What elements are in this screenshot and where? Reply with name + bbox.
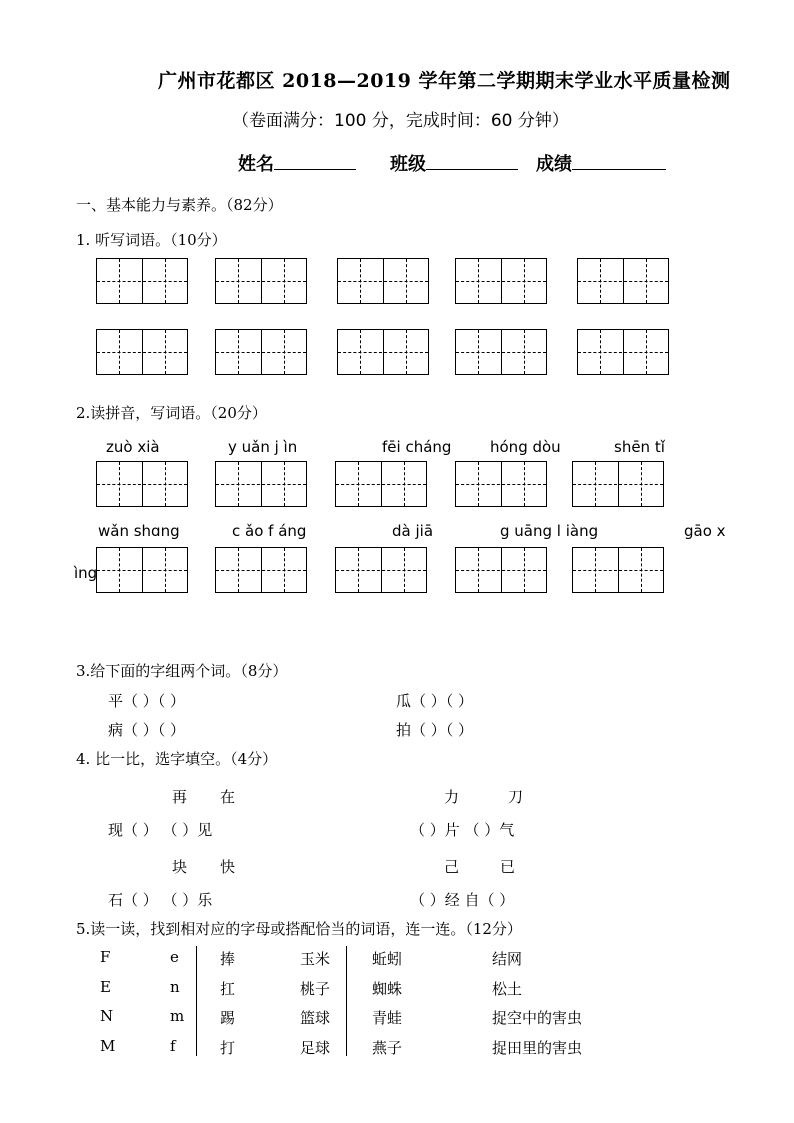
match-item[interactable]: 踢 xyxy=(220,1009,236,1027)
grid-guide-line xyxy=(216,281,306,282)
class-blank[interactable] xyxy=(426,151,518,170)
match-item[interactable]: 玉米 xyxy=(300,950,331,968)
section1-heading: 一、基本能力与素养。（82分） xyxy=(76,196,283,214)
char-option: 再 xyxy=(172,788,188,806)
grid-guide-line xyxy=(578,281,668,282)
grid-guide-line xyxy=(573,484,663,485)
grid-guide-line xyxy=(336,570,426,571)
fill-line[interactable]: （ ）片 （ ）气 xyxy=(410,821,515,839)
grid-guide-line xyxy=(456,352,546,353)
grid-guide-line xyxy=(578,352,668,353)
grid-guide-line xyxy=(97,281,187,282)
match-item[interactable]: 篮球 xyxy=(300,1009,331,1027)
match-item[interactable]: 捉田里的害虫 xyxy=(492,1039,583,1057)
grid-guide-line xyxy=(216,352,306,353)
match-item[interactable]: f xyxy=(170,1037,176,1055)
word-box[interactable] xyxy=(577,329,669,375)
word-box[interactable] xyxy=(96,258,188,304)
pinyin: wǎn shɑng xyxy=(98,522,180,540)
match-item[interactable]: 打 xyxy=(220,1039,236,1057)
word-box[interactable] xyxy=(455,329,547,375)
pinyin: g uāng l iàng xyxy=(500,522,599,540)
match-item[interactable]: 燕子 xyxy=(372,1039,403,1057)
word-group-item[interactable]: 拍（ ）（ ） xyxy=(396,721,474,739)
match-item[interactable]: 捉空中的害虫 xyxy=(492,1009,583,1027)
grid-guide-line xyxy=(216,484,306,485)
q1-heading: 1. 听写词语。（10分） xyxy=(76,231,227,249)
pinyin-wrap: ìng xyxy=(74,564,98,582)
word-group-item[interactable]: 平（ ）（ ） xyxy=(108,692,186,710)
pinyin: gāo x xyxy=(684,522,726,540)
page-title: 广州市花都区 2018—2019 学年第二学期期末学业水平质量检测 xyxy=(158,70,731,92)
word-box[interactable] xyxy=(455,461,547,507)
word-box[interactable] xyxy=(215,547,307,593)
word-box[interactable] xyxy=(572,547,664,593)
word-box[interactable] xyxy=(337,258,429,304)
grid-guide-line xyxy=(338,352,428,353)
grid-guide-line xyxy=(456,570,546,571)
char-option: 快 xyxy=(220,858,236,876)
q4-heading: 4. 比一比，选字填空。（4分） xyxy=(76,750,278,768)
match-item[interactable]: F xyxy=(100,948,111,966)
match-item[interactable]: n xyxy=(170,978,180,996)
match-item[interactable]: e xyxy=(170,948,179,966)
word-box[interactable] xyxy=(455,258,547,304)
class-field[interactable] xyxy=(390,150,518,176)
column-divider xyxy=(346,946,347,1056)
pinyin: shēn tǐ xyxy=(614,438,665,456)
grid-guide-line xyxy=(573,570,663,571)
word-box[interactable] xyxy=(335,461,427,507)
name-blank[interactable] xyxy=(274,151,356,170)
grid-guide-line xyxy=(97,570,187,571)
word-box[interactable] xyxy=(96,329,188,375)
pinyin: y uǎn j ìn xyxy=(228,438,298,456)
word-box[interactable] xyxy=(335,547,427,593)
match-item[interactable]: 足球 xyxy=(300,1039,331,1057)
fill-line[interactable]: 现（ ） （ ）见 xyxy=(108,821,213,839)
fill-line[interactable]: 石（ ） （ ）乐 xyxy=(108,891,213,909)
match-item[interactable]: m xyxy=(170,1007,185,1025)
word-box[interactable] xyxy=(337,329,429,375)
match-item[interactable]: 蚯蚓 xyxy=(372,950,403,968)
word-box[interactable] xyxy=(96,461,188,507)
word-box[interactable] xyxy=(572,461,664,507)
char-option: 在 xyxy=(220,788,236,806)
char-option: 力 xyxy=(444,788,460,806)
q5-heading: 5.读一读，找到相对应的字母或搭配恰当的词语，连一连。（12分） xyxy=(76,920,522,938)
char-option: 块 xyxy=(172,858,188,876)
pinyin: zuò xià xyxy=(106,438,160,456)
word-box[interactable] xyxy=(577,258,669,304)
word-group-item[interactable]: 病（ ）（ ） xyxy=(108,721,186,739)
match-item[interactable]: 扛 xyxy=(220,980,236,998)
grid-guide-line xyxy=(456,281,546,282)
match-item[interactable]: N xyxy=(100,1007,114,1025)
char-option: 己 xyxy=(444,858,460,876)
name-field[interactable] xyxy=(238,150,356,176)
match-item[interactable]: 桃子 xyxy=(300,980,331,998)
page-subtitle: （卷面满分：100 分，完成时间：60 分钟） xyxy=(232,111,569,131)
pinyin: dà jiā xyxy=(392,522,434,540)
match-item[interactable]: 蜘蛛 xyxy=(372,980,403,998)
class-label: 班级 xyxy=(390,154,426,175)
match-item[interactable]: M xyxy=(100,1037,116,1055)
word-box[interactable] xyxy=(215,258,307,304)
word-box[interactable] xyxy=(96,547,188,593)
name-label: 姓名 xyxy=(238,154,274,175)
grid-guide-line xyxy=(216,570,306,571)
q2-heading: 2.读拼音，写词语。（20分） xyxy=(76,404,267,422)
match-item[interactable]: 结网 xyxy=(492,950,523,968)
match-item[interactable]: E xyxy=(100,978,111,996)
word-group-item[interactable]: 瓜（ ）（ ） xyxy=(396,692,474,710)
fill-line[interactable]: （ ）经 自（ ） xyxy=(410,891,515,909)
pinyin: hóng dòu xyxy=(490,438,561,456)
word-box[interactable] xyxy=(215,329,307,375)
word-box[interactable] xyxy=(455,547,547,593)
word-box[interactable] xyxy=(215,461,307,507)
match-item[interactable]: 捧 xyxy=(220,950,236,968)
pinyin: c ǎo f áng xyxy=(232,522,307,540)
column-divider xyxy=(196,946,197,1056)
grid-guide-line xyxy=(456,484,546,485)
grid-guide-line xyxy=(338,281,428,282)
match-item[interactable]: 松土 xyxy=(492,980,523,998)
pinyin: fēi cháng xyxy=(382,438,452,456)
score-field[interactable] xyxy=(536,150,666,176)
match-item[interactable]: 青蛙 xyxy=(372,1009,403,1027)
grid-guide-line xyxy=(97,352,187,353)
score-label: 成绩 xyxy=(536,154,572,175)
q3-heading: 3.给下面的字组两个词。（8分） xyxy=(76,662,288,680)
char-option: 已 xyxy=(500,858,516,876)
score-blank[interactable] xyxy=(572,151,666,170)
grid-guide-line xyxy=(97,484,187,485)
grid-guide-line xyxy=(336,484,426,485)
char-option: 刀 xyxy=(508,788,524,806)
